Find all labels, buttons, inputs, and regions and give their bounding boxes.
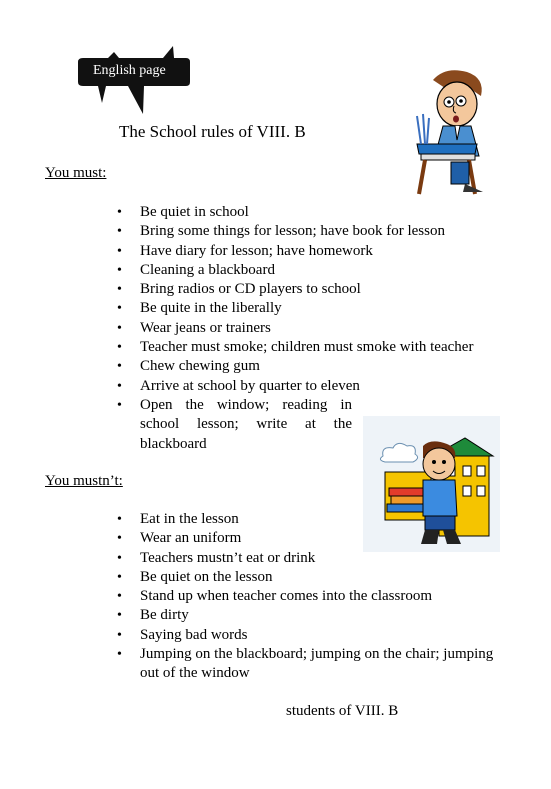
bullet-icon: • xyxy=(117,647,122,663)
mustnt-item: • Be dirty xyxy=(117,606,512,625)
mustnt-item: • Be quiet on the lesson xyxy=(117,568,512,587)
bullet-icon: • xyxy=(117,627,122,643)
must-item: • Chew chewing gum xyxy=(117,357,473,376)
mustnt-item: • Saying bad words xyxy=(117,626,512,645)
bullet-icon: • xyxy=(117,262,122,278)
teacher-at-desk-icon xyxy=(405,66,490,196)
must-item: • Arrive at school by quarter to eleven xyxy=(117,377,473,396)
badge-label: English page xyxy=(93,63,166,78)
must-item: • Bring radios or CD players to school xyxy=(117,280,473,299)
speech-bubble-icon xyxy=(78,46,190,114)
must-item: • Cleaning a blackboard xyxy=(117,261,473,280)
must-heading: You must: xyxy=(45,165,107,181)
bullet-icon: • xyxy=(117,320,122,336)
bullet-icon: • xyxy=(117,224,122,240)
mustnt-item: • Wear an uniform xyxy=(117,529,512,548)
signature: students of VIII. B xyxy=(286,703,399,719)
bullet-icon: • xyxy=(117,378,122,394)
english-page-badge xyxy=(78,46,190,114)
bullet-icon: • xyxy=(117,282,122,298)
bullet-icon: • xyxy=(117,340,122,356)
must-item: • Be quiet in school xyxy=(117,203,473,222)
mustnt-heading: You mustn’t: xyxy=(45,473,123,489)
must-item: • Be quite in the liberally xyxy=(117,299,473,318)
must-item: • Bring some things for lesson; have book for lesson xyxy=(117,222,473,241)
must-item: • Have diary for lesson; have homework xyxy=(117,242,473,261)
mustnt-item: • Stand up when teacher comes into the classroom xyxy=(117,587,512,606)
bullet-icon: • xyxy=(117,205,122,220)
bullet-icon: • xyxy=(117,359,122,375)
must-item: • Wear jeans or trainers xyxy=(117,319,473,338)
mustnt-item: • Eat in the lesson xyxy=(117,510,512,529)
must-item: • Teacher must smoke; children must smoke with teacher xyxy=(117,338,473,357)
bullet-icon: • xyxy=(117,569,122,585)
mustnt-item: • Teachers mustn’t eat or drink xyxy=(117,549,512,568)
bullet-icon: • xyxy=(117,531,122,547)
mustnt-list xyxy=(117,510,512,684)
mustnt-item: • Jumping on the blackboard; jumping on the chair; jumping out of the window xyxy=(117,646,494,682)
bullet-icon: • xyxy=(117,301,122,317)
bullet-icon: • xyxy=(117,550,122,566)
must-item: • Open the window; reading in school lesson; write at the blackboard xyxy=(117,396,352,452)
bullet-icon: • xyxy=(117,243,122,259)
bullet-icon: • xyxy=(117,589,122,605)
page-title: The School rules of VIII. B xyxy=(119,122,306,141)
bullet-icon: • xyxy=(117,512,122,527)
bullet-icon: • xyxy=(117,397,122,413)
bullet-icon: • xyxy=(117,608,122,624)
